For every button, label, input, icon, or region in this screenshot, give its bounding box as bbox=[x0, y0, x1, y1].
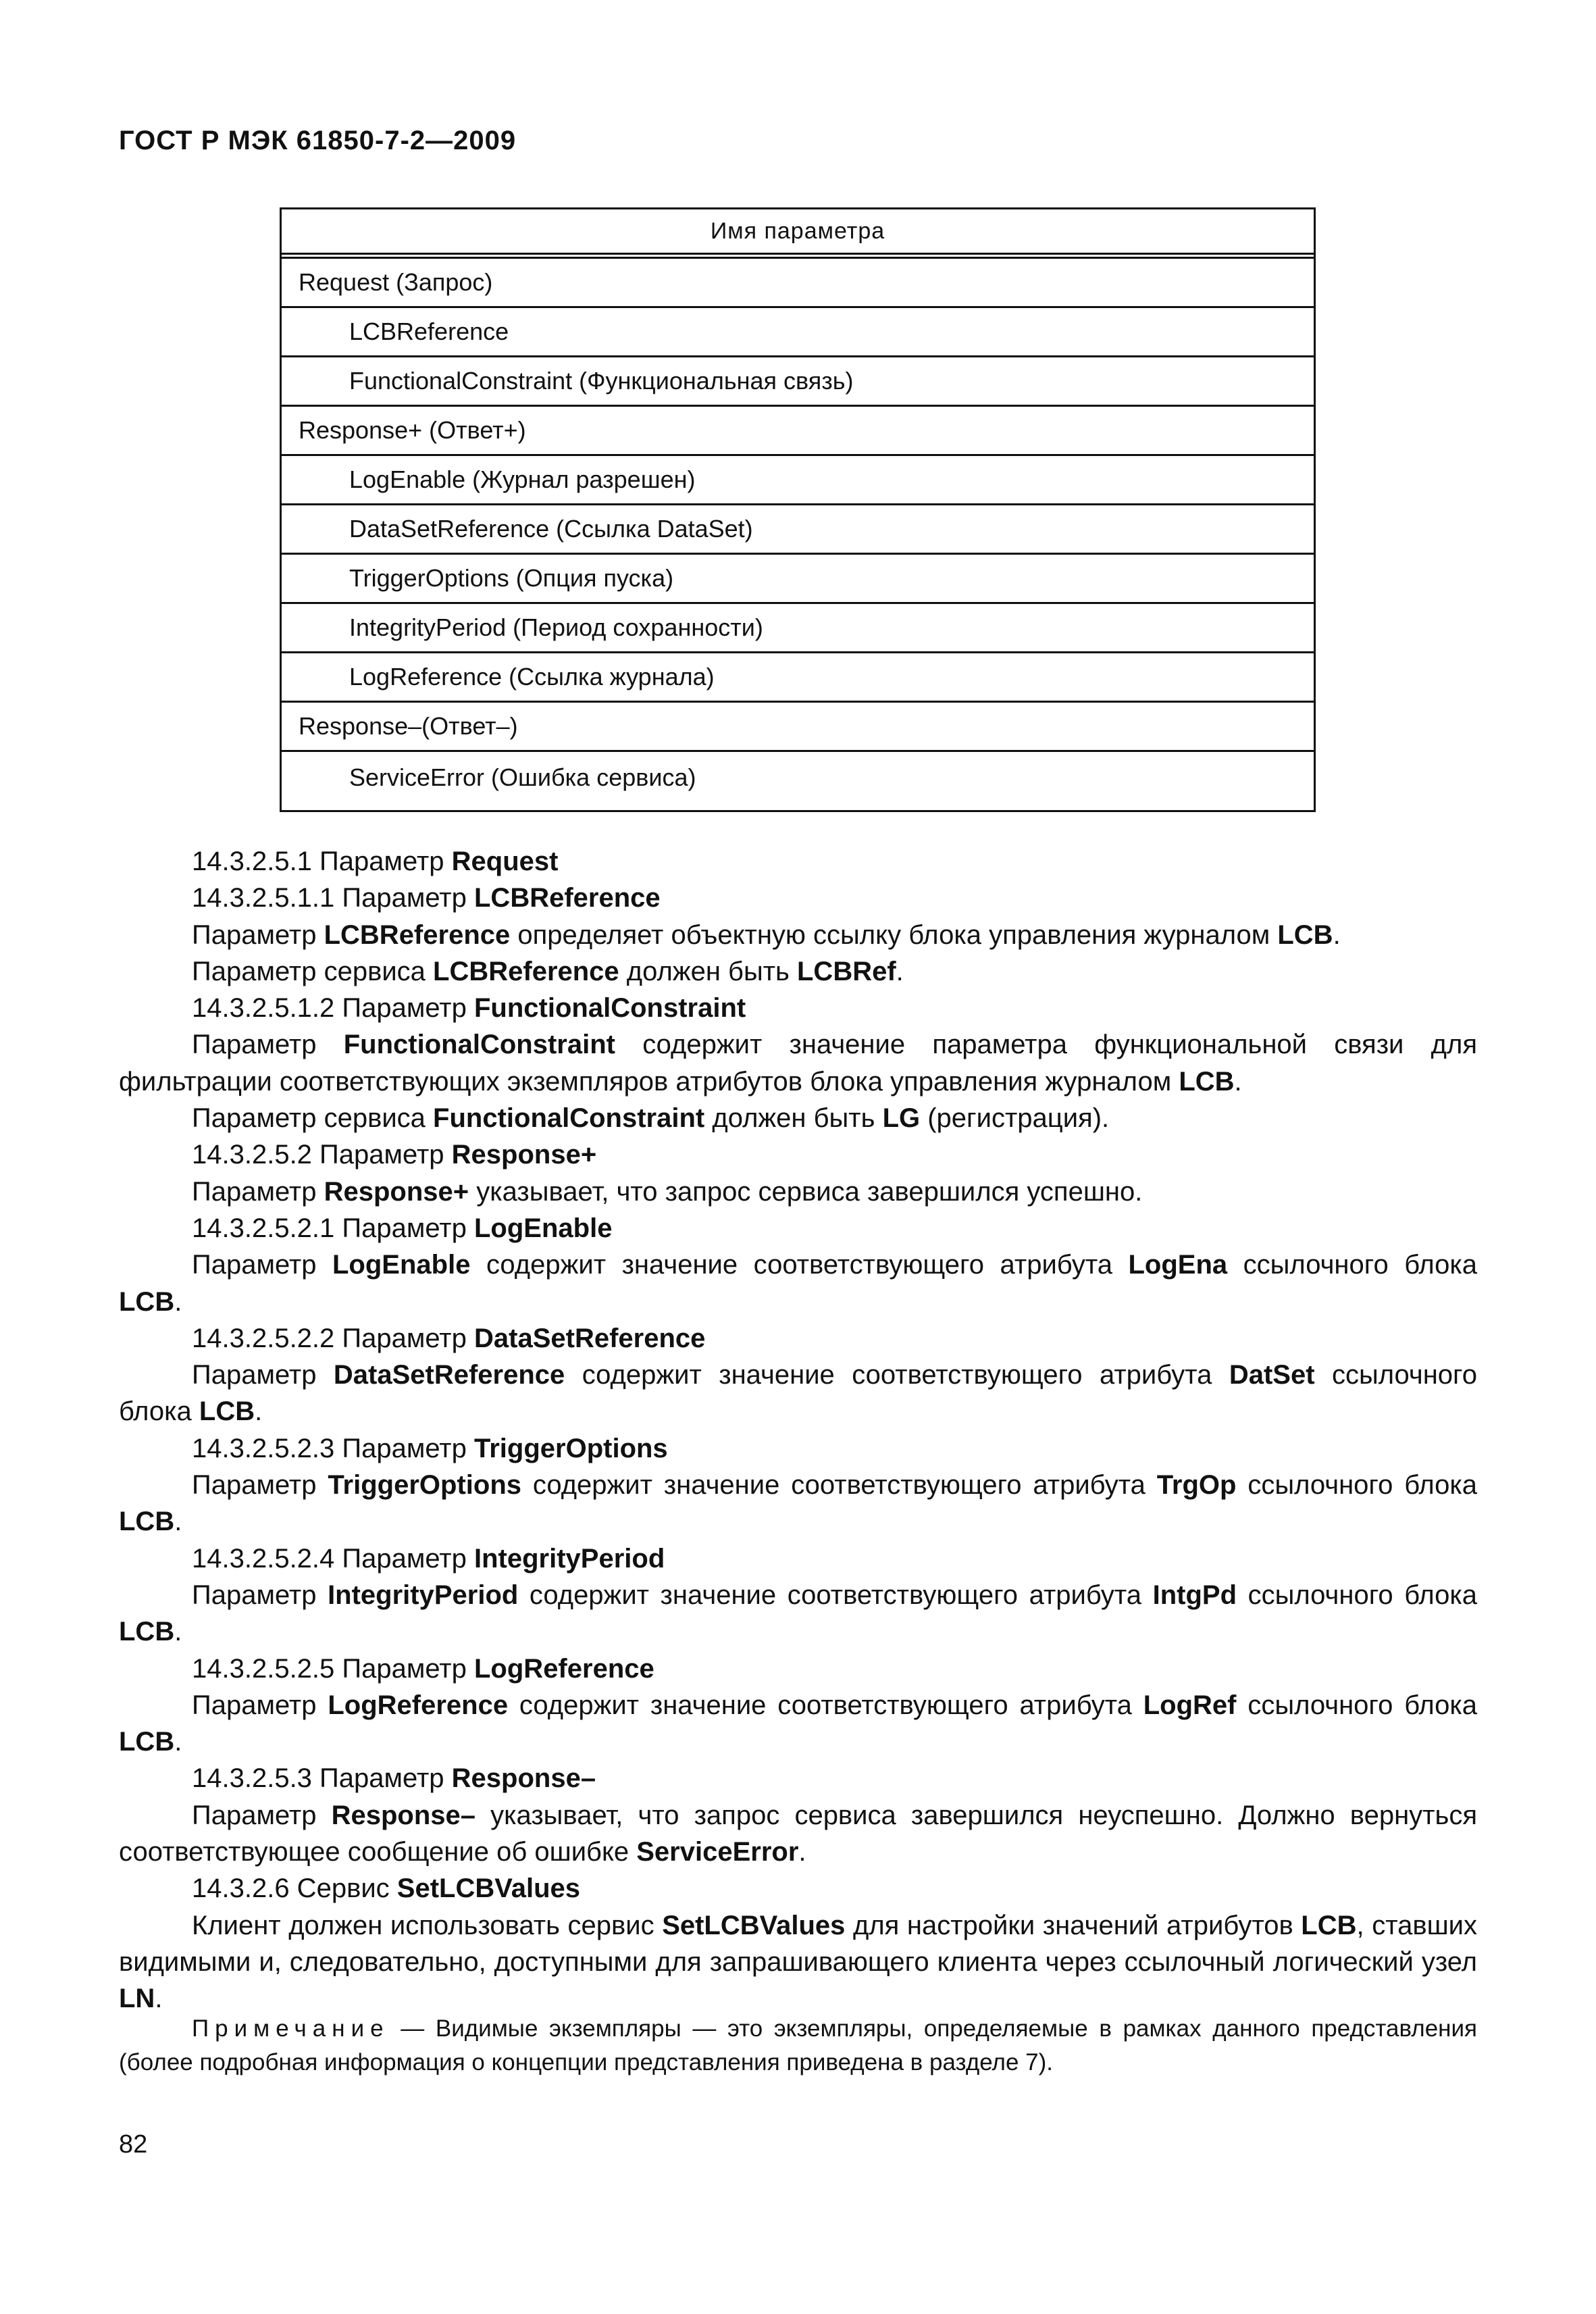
text-run: Параметр bbox=[192, 1580, 328, 1610]
bold-term: Response+ bbox=[324, 1176, 469, 1207]
paragraph bbox=[119, 1651, 1477, 1687]
bold-term: LogEnable bbox=[332, 1250, 471, 1280]
text-run: 14.3.2.5.2.2 Параметр bbox=[192, 1323, 474, 1353]
text-run: указывает, что запрос сервиса завершился успешно. bbox=[469, 1176, 1143, 1207]
text-run: ссылочного блока bbox=[1227, 1250, 1477, 1280]
bold-term: LogEnable bbox=[474, 1213, 613, 1243]
text-run: содержит значение соответствующего атрибута bbox=[470, 1250, 1129, 1280]
paragraph bbox=[119, 1467, 1477, 1540]
paragraph bbox=[119, 1907, 1477, 2017]
bold-term: DataSetReference bbox=[474, 1323, 706, 1353]
text-run: должен быть bbox=[704, 1103, 883, 1134]
bold-term: LCB bbox=[119, 1617, 175, 1647]
bold-term: FunctionalConstraint bbox=[343, 1030, 615, 1060]
paragraph bbox=[119, 953, 1477, 990]
paragraph bbox=[119, 1540, 1477, 1577]
bold-term: LCBRef bbox=[797, 956, 896, 986]
text-run: 14.3.2.5.2.5 Параметр bbox=[192, 1653, 474, 1684]
bold-term: Response+ bbox=[451, 1140, 597, 1170]
paragraph bbox=[119, 1100, 1477, 1136]
bold-term: LCB bbox=[1277, 920, 1333, 950]
text-run: Параметр bbox=[192, 1176, 324, 1207]
text-run: . bbox=[174, 1507, 182, 1537]
document-header: ГОСТ Р МЭК 61850-7-2—2009 bbox=[119, 126, 517, 155]
bold-term: Response– bbox=[451, 1763, 596, 1794]
paragraph bbox=[119, 1687, 1477, 1761]
bold-term: LCB bbox=[1179, 1066, 1235, 1097]
text-run: ссылочного блока bbox=[119, 1360, 1477, 1427]
paragraph bbox=[119, 1760, 1477, 1796]
bold-term: LogRef bbox=[1143, 1690, 1237, 1720]
body-text bbox=[119, 843, 1477, 2017]
text-run: Клиент должен использовать сервис bbox=[192, 1910, 663, 1940]
text-run: 14.3.2.5.2.3 Параметр bbox=[192, 1433, 474, 1463]
paragraph bbox=[119, 917, 1477, 953]
table-row: Response–(Ответ–) bbox=[282, 701, 1314, 750]
text-run: . bbox=[896, 956, 904, 986]
bold-term: LCBReference bbox=[324, 920, 511, 950]
page-number: 82 bbox=[119, 2130, 148, 2159]
bold-term: LCB bbox=[119, 1286, 175, 1317]
paragraph bbox=[119, 990, 1477, 1026]
text-run: (регистрация). bbox=[920, 1103, 1110, 1134]
bold-term: LogEna bbox=[1128, 1250, 1228, 1280]
bold-term: LN bbox=[119, 1984, 155, 2014]
paragraph bbox=[119, 1357, 1477, 1430]
table-row: LogEnable (Журнал разрешен) bbox=[282, 454, 1314, 503]
bold-term: DatSet bbox=[1229, 1360, 1315, 1390]
bold-term: LCB bbox=[199, 1397, 255, 1427]
text-run: должен быть bbox=[619, 956, 797, 986]
text-run: 14.3.2.5.1.2 Параметр bbox=[192, 993, 474, 1024]
bold-term: LCB bbox=[119, 1727, 175, 1757]
table-row: Response+ (Ответ+) bbox=[282, 405, 1314, 454]
bold-term: IntegrityPeriod bbox=[474, 1543, 665, 1574]
bold-term: FunctionalConstraint bbox=[474, 993, 746, 1024]
bold-term: LCB bbox=[119, 1507, 175, 1537]
parameter-table bbox=[280, 207, 1316, 812]
text-run: Параметр bbox=[192, 1250, 332, 1280]
bold-term: Request bbox=[451, 847, 559, 876]
paragraph bbox=[119, 1247, 1477, 1320]
text-run: содержит значение соответствующего атрибута bbox=[565, 1360, 1229, 1390]
bold-term: LogReference bbox=[328, 1690, 509, 1720]
paragraph bbox=[119, 1320, 1477, 1357]
table-row: IntegrityPeriod (Период сохранности) bbox=[282, 602, 1314, 651]
text-run: . bbox=[1333, 920, 1341, 950]
bold-term: TriggerOptions bbox=[474, 1433, 668, 1463]
paragraph bbox=[119, 1174, 1477, 1210]
paragraph bbox=[119, 1870, 1477, 1907]
text-run: содержит значение соответствующего атрибута bbox=[518, 1580, 1153, 1610]
text-run: 14.3.2.5.1 Параметр bbox=[192, 847, 452, 876]
text-run: содержит значение параметра функциональной связи для фильтрации соответствующих экземпляров атрибутов блока управления журналом bbox=[119, 1030, 1477, 1097]
text-run: . bbox=[798, 1837, 806, 1867]
table-row: Request (Запрос) bbox=[299, 268, 493, 296]
bold-term: SetLCBValues bbox=[662, 1910, 846, 1940]
text-run: . bbox=[155, 1984, 163, 2014]
text-run: . bbox=[174, 1617, 182, 1647]
bold-term: SetLCBValues bbox=[396, 1873, 580, 1904]
bold-term: LCB bbox=[1301, 1910, 1357, 1940]
text-run: Параметр bbox=[192, 1360, 334, 1390]
paragraph bbox=[119, 843, 1477, 880]
table-row: DataSetReference (Ссылка DataSet) bbox=[282, 503, 1314, 553]
text-run: указывает, что запрос сервиса завершился неуспешно. Должно вернуться соответствующее сообщение об ошибке bbox=[119, 1800, 1478, 1867]
text-run: определяет объектную ссылку блока управления журналом bbox=[510, 920, 1278, 950]
bold-term: FunctionalConstraint bbox=[433, 1103, 705, 1134]
text-run: . bbox=[1234, 1066, 1242, 1097]
text-run: . bbox=[255, 1397, 263, 1427]
paragraph bbox=[119, 1136, 1477, 1173]
table-column-header: Имя параметра bbox=[282, 209, 1314, 259]
table-body bbox=[282, 259, 1314, 810]
note-text: — Видимые экземпляры — это экземпляры, определяемые в рамках данного представления (более подробная информация о концепции представления приведена в разделе 7). bbox=[119, 2015, 1477, 2076]
paragraph bbox=[119, 1797, 1477, 1871]
bold-term: IntegrityPeriod bbox=[328, 1580, 519, 1610]
table-row: ServiceError (Ошибка сервиса) bbox=[282, 750, 1314, 810]
table-row: LogReference (Ссылка журнала) bbox=[282, 651, 1314, 701]
paragraph bbox=[119, 1430, 1477, 1467]
text-run: содержит значение соответствующего атрибута bbox=[521, 1470, 1157, 1501]
text-run: Параметр bbox=[192, 920, 324, 950]
table-row: FunctionalConstraint (Функциональная связь) bbox=[282, 355, 1314, 405]
text-run: ссылочного блока bbox=[1236, 1470, 1477, 1501]
text-run: для настройки значений атрибутов bbox=[845, 1910, 1302, 1940]
paragraph bbox=[119, 880, 1477, 916]
text-run: Параметр bbox=[192, 1470, 328, 1501]
text-run: содержит значение соответствующего атрибута bbox=[508, 1690, 1143, 1720]
text-run: 14.3.2.5.2 Параметр bbox=[192, 1140, 452, 1170]
bold-term: LogReference bbox=[474, 1653, 654, 1684]
paragraph bbox=[119, 1026, 1477, 1100]
table-row: LCBReference bbox=[282, 306, 1314, 355]
text-run: 14.3.2.5.2.1 Параметр bbox=[192, 1213, 474, 1243]
bold-term: TrgOp bbox=[1156, 1470, 1237, 1501]
bold-term: TriggerOptions bbox=[328, 1470, 522, 1501]
text-run: , ставших видимыми и, следовательно, доступными для запрашивающего клиента через ссылочный логический узел bbox=[119, 1910, 1478, 1977]
table-row: TriggerOptions (Опция пуска) bbox=[282, 553, 1314, 602]
note bbox=[119, 2012, 1477, 2080]
text-run: Параметр сервиса bbox=[192, 1103, 434, 1134]
text-run: ссылочного блока bbox=[1236, 1690, 1477, 1720]
text-run: Параметр bbox=[192, 1690, 328, 1720]
text-run: 14.3.2.5.2.4 Параметр bbox=[192, 1543, 474, 1574]
text-run: Параметр bbox=[192, 1800, 332, 1830]
bold-term: IntgPd bbox=[1152, 1580, 1237, 1610]
bold-term: LG bbox=[882, 1103, 921, 1134]
text-run: 14.3.2.5.1.1 Параметр bbox=[192, 883, 474, 913]
text-run: 14.3.2.5.3 Параметр bbox=[192, 1763, 452, 1794]
text-run: ссылочного блока bbox=[1237, 1580, 1477, 1610]
text-run: Параметр сервиса bbox=[192, 956, 434, 986]
bold-term: DataSetReference bbox=[333, 1360, 565, 1390]
paragraph bbox=[119, 1210, 1477, 1247]
text-run: Параметр bbox=[192, 1030, 344, 1060]
note-label: Примечание bbox=[192, 2015, 390, 2042]
text-run: 14.3.2.6 Сервис bbox=[192, 1873, 397, 1904]
text-run: . bbox=[174, 1727, 182, 1757]
bold-term: ServiceError bbox=[636, 1837, 799, 1867]
bold-term: LCBReference bbox=[474, 883, 661, 913]
bold-term: Response– bbox=[331, 1800, 476, 1830]
paragraph bbox=[119, 1577, 1477, 1651]
bold-term: LCBReference bbox=[433, 956, 619, 986]
text-run: . bbox=[174, 1286, 182, 1317]
